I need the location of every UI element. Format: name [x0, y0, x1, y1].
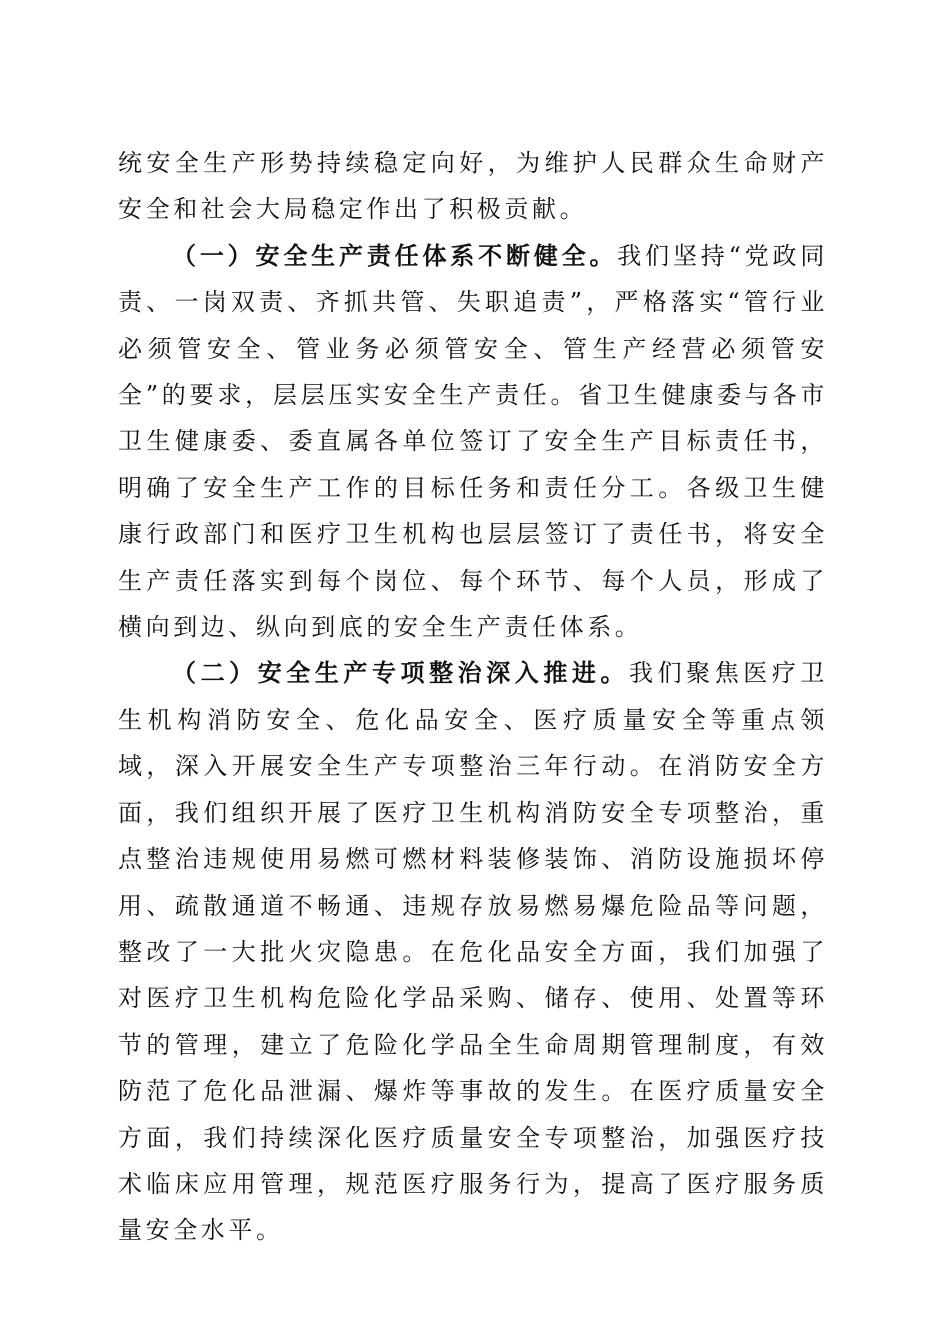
paragraph-text: 我们坚持“党政同责、一岗双责、齐抓共管、失职追责”，严格落实“管行业必须管安全、管业务必须管安全、管生产经营必须管安全”的要求，层层压实安全生产责任。省卫生健康委与各市卫生健康委、委直属各单位签订了安全生产目标责任书，明确了安全生产工作的目标任务和责任分工。各级卫生健康行政部门和医疗卫生机构也层层签订了责任书，将安全生产责任落实到每个岗位、每个环节、每个人员，形成了横向到边、纵向到底的安全生产责任体系。 — [118, 241, 828, 642]
paragraph-heading: （一）安全生产责任体系不断健全。 — [172, 240, 618, 270]
paragraph-special-rectification — [118, 650, 828, 1253]
paragraph-heading: （二）安全生产专项整治深入推进。 — [172, 658, 630, 688]
paragraph-responsibility-system — [118, 233, 828, 651]
paragraph-continuation — [118, 140, 828, 233]
document-body — [118, 140, 828, 1254]
paragraph-text: 统安全生产形势持续稳定向好，为维护人民群众生命财产安全和社会大局稳定作出了积极贡献。 — [118, 149, 828, 224]
paragraph-text: 我们聚焦医疗卫生机构消防安全、危化品安全、医疗质量安全等重点领域，深入开展安全生产专项整治三年行动。在消防安全方面，我们组织开展了医疗卫生机构消防安全专项整治，重点整治违规使用易燃可燃材料装修装饰、消防设施损坏停用、疏散通道不畅通、违规存放易燃易爆危险品等问题，整改了一大批火灾隐患。在危化品安全方面，我们加强了对医疗卫生机构危险化学品采购、储存、使用、处置等环节的管理，建立了危险化学品全生命周期管理制度，有效防范了危化品泄漏、爆炸等事故的发生。在医疗质量安全方面，我们持续深化医疗质量安全专项整治，加强医疗技术临床应用管理，规范医疗服务行为，提高了医疗服务质量安全水平。 — [118, 659, 828, 1245]
